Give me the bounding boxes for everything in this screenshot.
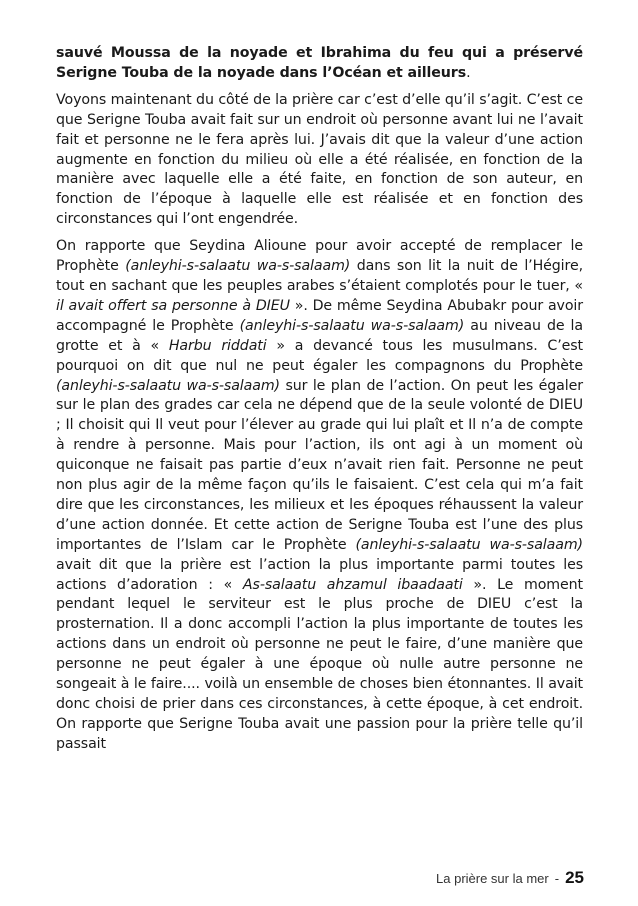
text-run: sur le plan de l’action. On peut les égaler sur le plan des grades car cela ne dépend que de la seule volonté de DIEU ; Il choisit qui Il veut pour l’élever au grade qui lui plaît et Il n’a de compte à rendre à personne. Mais pour l’action, ils ont agi à un moment où quiconque ne faisait pas partie d’eux n’avait rien fait. Personne ne peut non plus agir de la même façon qu’ils le faisaient. C’est cela qui m’a fait dire que les circonstances, les milieux et les époques réhaussent la valeur d’une action donnée. Et cette action de Serigne Touba est l’une des plus importantes de l’Islam car le Prophète [56,377,583,553]
page-footer [436,868,584,888]
text-run: ». De même Seydina Abubakr pour avoir accompagné le Prophète [56,297,583,334]
paragraph-1 [56,44,583,84]
text-run: ». Le moment pendant lequel le serviteur est le plus proche de DIEU c’est la prosternation. Il a donc accompli l’action la plus importante de toutes les actions dans un endroit où personne ne peut le faire, d’une manière que personne ne peut égaler à une époque où nulle autre personne ne songeait à le faire.... voilà un ensemble de choses bien étonnantes. Il avait donc choisi de prier dans ces circonstances, à cette époque, à cet endroit. On rapporte que Serigne Touba avait une passion pour la prière telle qu’il passait [56,576,583,752]
italic-run: il avait offert sa personne à DIEU [56,297,290,314]
italic-run: As-salaatu ahzamul ibaadaati [242,576,463,593]
italic-run: (anleyhi-s-salaatu wa-s-salaam) [355,536,583,553]
footer-title: La prière sur la mer [436,871,549,886]
italic-run: (anleyhi-s-salaatu wa-s-salaam) [56,377,280,394]
paragraph-1-bold: sauvé Moussa de la noyade et Ibrahima du feu qui a préservé Serigne Touba de la noyade dans l’Océan et ailleurs [56,45,583,81]
paragraph-3 [56,237,583,755]
page-number: 25 [565,868,584,887]
italic-run: Harbu riddati [168,337,267,354]
paragraph-1-end: . [466,64,471,81]
paragraph-2: Voyons maintenant du côté de la prière car c’est d’elle qu’il s’agit. C’est ce que Serigne Touba avait fait sur un endroit où personne avant lui ne l’avait fait et personne ne le fera après lui. J’avais dit que la valeur d’une action augmente en fonction du milieu où elle a été réalisée, en fonction de la manière avec laquelle elle a été faite, en fonction de son auteur, en fonction de l’époque à laquelle elle est réalisée et en fonction des circonstances qui l’ont engendrée. [56,91,583,228]
text-run: » a devancé tous les musulmans. C’est pourquoi on dit que nul ne peut égaler les compagnons du Prophète [56,337,584,374]
text-run: On rapporte que Seydina Alioune pour avoir accepté de remplacer le Prophète [56,238,583,275]
text-run: avait dit que la prière est l’action la plus importante parmi toutes les actions d’adoration : « [56,556,583,593]
italic-run: (anleyhi-s-salaatu wa-s-salaam) [125,258,351,275]
text-run: au niveau de la grotte et à « [56,317,583,354]
italic-run: (anleyhi-s-salaatu wa-s-salaam) [239,317,465,334]
body-text [56,44,583,762]
text-run: dans son lit la nuit de l’Hégire, tout en sachant que les peuples arabes s’étaient complotés pour le tuer, « [56,258,583,294]
footer-separator: - [554,871,560,886]
